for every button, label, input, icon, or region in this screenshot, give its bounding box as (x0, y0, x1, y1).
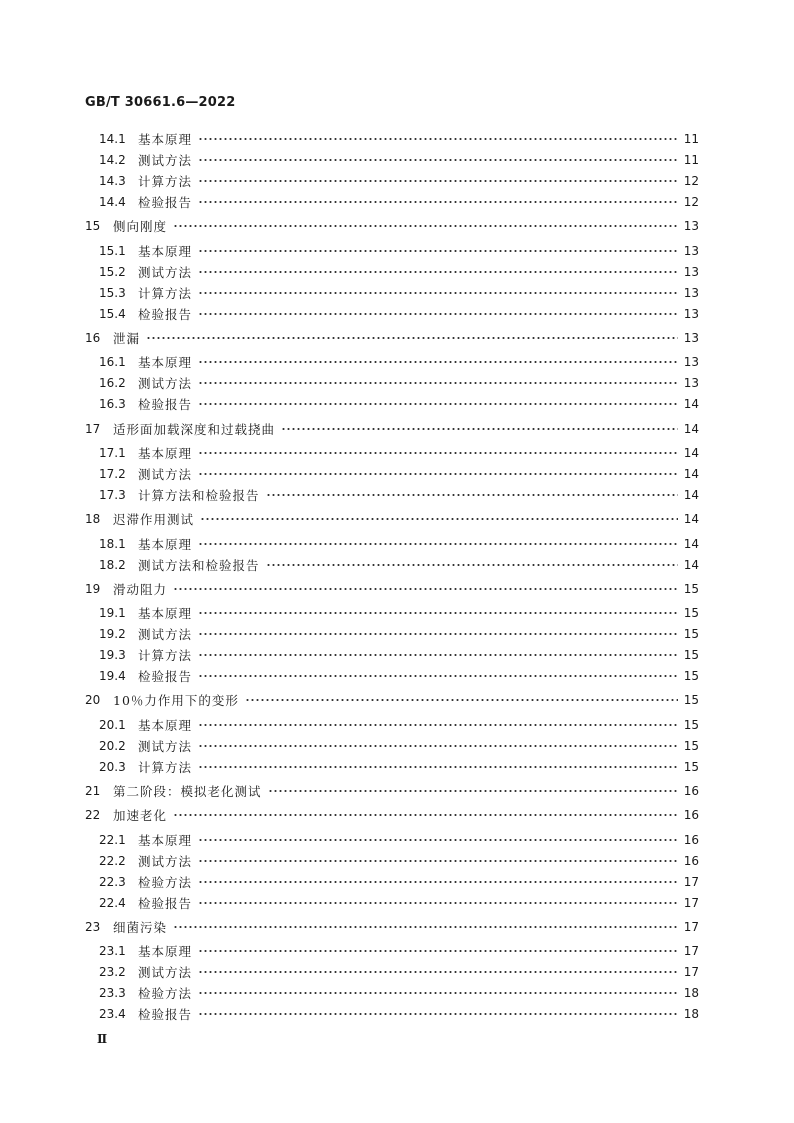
toc-entry-page: 15 (683, 669, 699, 684)
toc-section-entry[interactable] (99, 942, 699, 960)
toc-section-entry[interactable] (99, 716, 699, 734)
toc-entry-title: 检验报告 (138, 306, 193, 322)
toc-entry-page: 11 (683, 132, 699, 146)
toc-entry-number: 15.2 (99, 264, 126, 279)
toc-section-entry[interactable] (99, 556, 699, 574)
toc-section-entry[interactable] (99, 852, 699, 870)
toc-entry-page: 16 (683, 808, 699, 823)
toc-dot-leader (198, 399, 678, 409)
toc-entry-page: 17 (683, 944, 699, 959)
toc-entry-title: 检验方法 (138, 874, 193, 890)
toc-entry-number: 18 (85, 512, 101, 527)
toc-entry-number: 16 (85, 331, 101, 346)
toc-entry-number: 14.1 (99, 132, 126, 146)
toc-dot-leader (146, 333, 678, 343)
toc-entry-page: 11 (683, 153, 699, 168)
toc-entry-title: 基本原理 (138, 832, 193, 848)
toc-entry-title: 细菌污染 (113, 919, 168, 935)
toc-entry-number: 16.1 (99, 355, 126, 370)
toc-section-entry[interactable] (99, 305, 699, 323)
toc-dot-leader (198, 741, 678, 751)
toc-section-entry[interactable] (99, 831, 699, 849)
toc-dot-leader (198, 608, 678, 618)
toc-entry-title: 测试方法 (138, 627, 193, 643)
toc-entry-title: 检验报告 (138, 669, 193, 685)
toc-dot-leader (173, 810, 678, 820)
toc-chapter-entry[interactable] (85, 217, 699, 235)
toc-entry-number: 23.2 (99, 965, 126, 980)
toc-entry-title: 检验方法 (138, 986, 193, 1002)
toc-entry-title: 计算方法 (138, 648, 193, 664)
toc-dot-leader (200, 514, 678, 524)
toc-entry-number: 22.4 (99, 895, 126, 910)
toc-entry-number: 16.2 (99, 376, 126, 391)
toc-entry-number: 20.3 (99, 759, 126, 774)
toc-dot-leader (268, 786, 678, 796)
toc-entry-title: 基本原理 (138, 355, 193, 371)
toc-entry-title: 基本原理 (138, 944, 193, 960)
toc-entry-number: 20.2 (99, 738, 126, 753)
toc-entry-title: 计算方法和检验报告 (138, 488, 260, 503)
toc-chapter-entry[interactable] (85, 329, 699, 347)
toc-entry-title: 检验报告 (138, 397, 193, 413)
toc-entry-title: 加速老化 (113, 808, 168, 824)
toc-entry-title: 迟滞作用测试 (113, 512, 195, 528)
toc-section-entry[interactable] (99, 1005, 699, 1023)
toc-entry-title: 测试方法 (138, 153, 193, 169)
toc-entry-page: 15 (683, 581, 699, 596)
toc-dot-leader (198, 246, 678, 256)
page-number: Ⅱ (97, 1032, 108, 1046)
toc-dot-leader (198, 357, 678, 367)
toc-dot-leader (198, 629, 678, 639)
toc-dot-leader (245, 695, 678, 705)
toc-dot-leader (198, 671, 678, 681)
toc-entry-page: 13 (683, 264, 699, 279)
toc-entry-number: 19.4 (99, 669, 126, 684)
toc-dot-leader (198, 1009, 678, 1019)
toc-entry-page: 14 (683, 488, 699, 502)
toc-chapter-entry[interactable] (85, 691, 699, 709)
toc-entry-page: 16 (683, 784, 699, 798)
toc-section-entry[interactable] (99, 130, 699, 148)
toc-dot-leader (198, 155, 678, 165)
toc-section-entry[interactable] (99, 963, 699, 981)
toc-dot-leader (198, 762, 678, 772)
toc-entry-number: 22 (85, 808, 101, 823)
toc-entry-page: 12 (683, 174, 699, 189)
toc-section-entry[interactable] (99, 873, 699, 891)
toc-entry-number: 20.1 (99, 717, 126, 732)
toc-entry-number: 17.2 (99, 467, 126, 481)
toc-entry-number: 14.2 (99, 153, 126, 168)
toc-chapter-entry[interactable] (85, 782, 699, 800)
toc-dot-leader (198, 197, 678, 207)
toc-dot-leader (198, 134, 678, 144)
standard-code-header: GB/T 30661.6—2022 (85, 95, 236, 110)
toc-entry-page: 15 (683, 759, 699, 774)
toc-dot-leader (198, 309, 678, 319)
toc-entry-number: 19.2 (99, 627, 126, 642)
toc-entry-number: 15.1 (99, 243, 126, 258)
toc-dot-leader (266, 490, 678, 500)
toc-dot-leader (198, 898, 678, 908)
toc-section-entry[interactable] (99, 151, 699, 169)
toc-dot-leader (198, 877, 678, 887)
toc-entry-number: 21 (85, 784, 101, 798)
toc-dot-leader (198, 946, 678, 956)
toc-section-entry[interactable] (99, 193, 699, 211)
toc-entry-page: 13 (683, 355, 699, 370)
toc-entry-title: 计算方法 (138, 759, 193, 775)
toc-entry-page: 13 (683, 306, 699, 321)
toc-entry-title: 测试方法 (138, 965, 193, 981)
toc-chapter-entry[interactable] (85, 510, 699, 528)
toc-entry-title: 计算方法 (138, 174, 193, 190)
toc-entry-number: 19.3 (99, 648, 126, 663)
toc-entry-number: 17.3 (99, 488, 126, 502)
toc-section-entry[interactable] (99, 284, 699, 302)
toc-section-entry[interactable] (99, 535, 699, 553)
toc-entry-page: 14 (683, 445, 699, 460)
toc-section-entry[interactable] (99, 374, 699, 392)
toc-entry-title: 测试方法 (138, 738, 193, 754)
toc-entry-title: 测试方法和检验报告 (138, 557, 260, 573)
toc-entry-page: 18 (683, 986, 699, 1001)
toc-section-entry[interactable] (99, 894, 699, 912)
toc-section-entry[interactable] (99, 667, 699, 685)
toc-entry-title: 侧向刚度 (113, 219, 168, 235)
toc-entry-page: 13 (683, 331, 699, 346)
toc-entry-page: 13 (683, 376, 699, 391)
toc-section-entry[interactable] (99, 242, 699, 260)
toc-entry-page: 17 (683, 919, 699, 934)
toc-entry-title: 基本原理 (138, 606, 193, 622)
toc-dot-leader (173, 922, 678, 932)
toc-entry-title: 基本原理 (138, 445, 193, 461)
toc-entry-number: 18.2 (99, 557, 126, 572)
toc-entry-page: 14 (683, 421, 699, 436)
toc-entry-title: 泄漏 (113, 331, 141, 347)
toc-entry-title: 基本原理 (138, 132, 193, 147)
toc-dot-leader (198, 378, 678, 388)
toc-section-entry[interactable] (99, 263, 699, 281)
toc-chapter-entry[interactable] (85, 918, 699, 936)
toc-entry-page: 15 (683, 648, 699, 663)
toc-chapter-entry[interactable] (85, 420, 699, 438)
toc-section-entry[interactable] (99, 625, 699, 643)
toc-entry-title: 滑动阻力 (113, 581, 168, 597)
toc-section-entry[interactable] (99, 353, 699, 371)
toc-section-entry[interactable] (99, 984, 699, 1002)
toc-entry-number: 15 (85, 219, 101, 234)
toc-dot-leader (198, 988, 678, 998)
toc-section-entry[interactable] (99, 604, 699, 622)
toc-entry-page: 15 (683, 717, 699, 732)
toc-dot-leader (198, 267, 678, 277)
toc-entry-number: 22.1 (99, 832, 126, 847)
toc-dot-leader (198, 539, 678, 549)
toc-entry-page: 18 (683, 1007, 699, 1022)
toc-dot-leader (198, 650, 678, 660)
toc-entry-page: 15 (683, 627, 699, 642)
toc-dot-leader (281, 424, 678, 434)
toc-entry-page: 13 (683, 243, 699, 258)
toc-chapter-entry[interactable] (85, 580, 699, 598)
toc-section-entry[interactable] (99, 172, 699, 190)
toc-entry-title: 检验报告 (138, 1007, 193, 1023)
toc-entry-page: 12 (683, 195, 699, 210)
toc-section-entry[interactable] (99, 465, 699, 483)
toc-entry-number: 15.3 (99, 285, 126, 300)
toc-dot-leader (198, 856, 678, 866)
toc-entry-number: 22.2 (99, 853, 126, 868)
toc-entry-page: 13 (683, 219, 699, 234)
toc-entry-page: 14 (683, 557, 699, 572)
toc-entry-title: 检验报告 (138, 895, 193, 911)
toc-dot-leader (173, 584, 678, 594)
toc-entry-number: 20 (85, 693, 101, 708)
toc-dot-leader (266, 560, 678, 570)
toc-entry-number: 17 (85, 421, 101, 436)
toc-entry-number: 15.4 (99, 306, 126, 321)
toc-entry-title: 基本原理 (138, 717, 193, 733)
toc-dot-leader (198, 720, 678, 730)
toc-section-entry[interactable] (99, 444, 699, 462)
toc-entry-page: 17 (683, 965, 699, 980)
toc-entry-page: 14 (683, 512, 699, 527)
toc-entry-page: 15 (683, 606, 699, 621)
toc-entry-number: 19.1 (99, 606, 126, 621)
toc-entry-page: 17 (683, 895, 699, 910)
toc-entry-number: 23.4 (99, 1007, 126, 1022)
toc-dot-leader (173, 221, 678, 231)
toc-entry-page: 14 (683, 397, 699, 412)
toc-entry-title: 测试方法 (138, 376, 193, 392)
toc-entry-page: 16 (683, 853, 699, 868)
toc-entry-page: 17 (683, 874, 699, 889)
toc-section-entry[interactable] (99, 395, 699, 413)
toc-entry-page: 15 (683, 693, 699, 708)
toc-entry-page: 15 (683, 738, 699, 753)
toc-entry-number: 19 (85, 581, 101, 596)
toc-entry-page: 14 (683, 467, 699, 481)
toc-entry-page: 16 (683, 832, 699, 847)
toc-entry-title: 测试方法 (138, 853, 193, 869)
toc-entry-number: 22.3 (99, 874, 126, 889)
toc-entry-number: 16.3 (99, 397, 126, 412)
toc-entry-title: 基本原理 (138, 536, 193, 552)
toc-entry-title: 检验报告 (138, 195, 193, 211)
toc-dot-leader (198, 448, 678, 458)
toc-entry-number: 18.1 (99, 536, 126, 551)
toc-section-entry[interactable] (99, 758, 699, 776)
toc-entry-title: 第二阶段：模拟老化测试 (113, 784, 262, 799)
toc-dot-leader (198, 176, 678, 186)
toc-entry-number: 23.1 (99, 944, 126, 959)
toc-entry-number: 14.3 (99, 174, 126, 189)
toc-entry-title: 基本原理 (138, 243, 193, 259)
toc-section-entry[interactable] (99, 737, 699, 755)
toc-dot-leader (198, 288, 678, 298)
toc-dot-leader (198, 967, 678, 977)
toc-entry-number: 23.3 (99, 986, 126, 1001)
toc-entry-title: 测试方法 (138, 467, 193, 482)
toc-entry-number: 14.4 (99, 195, 126, 210)
toc-chapter-entry[interactable] (85, 806, 699, 824)
toc-entry-number: 23 (85, 919, 101, 934)
toc-section-entry[interactable] (99, 646, 699, 664)
toc-dot-leader (198, 835, 678, 845)
toc-entry-title: 测试方法 (138, 264, 193, 280)
toc-entry-title: 适形面加载深度和过载挠曲 (113, 421, 276, 437)
toc-entry-number: 17.1 (99, 445, 126, 460)
toc-entry-title: 10％力作用下的变形 (113, 693, 239, 709)
toc-entry-page: 13 (683, 285, 699, 300)
toc-section-entry[interactable] (99, 486, 699, 504)
toc-dot-leader (198, 469, 678, 479)
toc-entry-title: 计算方法 (138, 285, 193, 301)
toc-entry-page: 14 (683, 536, 699, 551)
